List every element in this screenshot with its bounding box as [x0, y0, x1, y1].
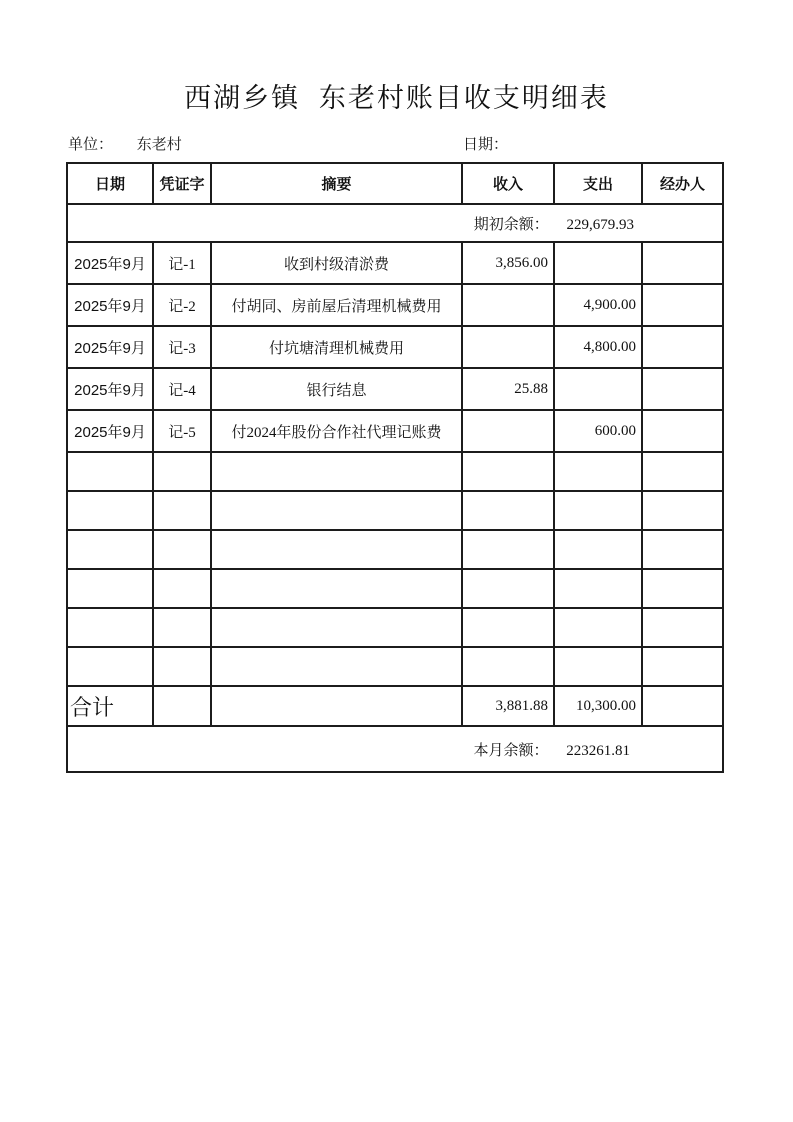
total-summary-cell: [211, 686, 462, 726]
cell-date: 2025年9月: [67, 326, 153, 368]
cell-expense: 4,900.00: [554, 284, 642, 326]
opening-balance-value: 229,679.93: [566, 216, 634, 233]
unit-label: 单位：: [68, 137, 114, 153]
cell-date: [67, 569, 153, 608]
cell-handler: [642, 491, 723, 530]
cell-expense: [554, 491, 642, 530]
cell-income: [462, 647, 554, 686]
cell-handler: [642, 608, 723, 647]
cell-handler: [642, 368, 723, 410]
cell-date: 2025年9月: [67, 284, 153, 326]
cell-date: [67, 491, 153, 530]
total-handler-cell: [642, 686, 723, 726]
cell-summary: 付2024年股份合作社代理记账费: [211, 410, 462, 452]
cell-handler: [642, 452, 723, 491]
opening-balance-cell: [67, 204, 723, 242]
cell-summary: [211, 569, 462, 608]
header-expense: 支出: [554, 163, 642, 204]
table-row: [67, 491, 723, 530]
cell-expense: 4,800.00: [554, 326, 642, 368]
cell-expense: [554, 242, 642, 284]
cell-date: 2025年9月: [67, 368, 153, 410]
cell-handler: [642, 530, 723, 569]
ledger-table: [66, 162, 724, 773]
cell-handler: [642, 326, 723, 368]
closing-balance-value: 223261.81: [566, 742, 630, 759]
cell-voucher: 记-3: [153, 326, 211, 368]
cell-income: 25.88: [462, 368, 554, 410]
cell-voucher: [153, 647, 211, 686]
cell-summary: 付坑塘清理机械费用: [211, 326, 462, 368]
cell-voucher: [153, 530, 211, 569]
cell-voucher: 记-5: [153, 410, 211, 452]
header-row: [67, 163, 723, 204]
cell-income: [462, 326, 554, 368]
cell-income: [462, 452, 554, 491]
table-row: [67, 326, 723, 368]
header-handler: 经办人: [642, 163, 723, 204]
cell-expense: [554, 530, 642, 569]
cell-handler: [642, 569, 723, 608]
cell-summary: [211, 530, 462, 569]
date-label: 日期：: [463, 137, 509, 153]
cell-date: [67, 647, 153, 686]
closing-balance-label: 本月余额：: [473, 742, 549, 759]
cell-date: 2025年9月: [67, 410, 153, 452]
total-expense: 10,300.00: [554, 686, 642, 726]
cell-income: [462, 284, 554, 326]
header-date: 日期: [67, 163, 153, 204]
cell-voucher: 记-4: [153, 368, 211, 410]
table-row: [67, 368, 723, 410]
table-row: [67, 569, 723, 608]
cell-summary: 付胡同、房前屋后清理机械费用: [211, 284, 462, 326]
table-row: [67, 647, 723, 686]
cell-income: [462, 410, 554, 452]
table-row: [67, 242, 723, 284]
cell-summary: [211, 647, 462, 686]
cell-expense: [554, 368, 642, 410]
cell-voucher: [153, 608, 211, 647]
cell-income: [462, 608, 554, 647]
total-row: [67, 686, 723, 726]
cell-summary: 银行结息: [211, 368, 462, 410]
table-row: [67, 410, 723, 452]
cell-summary: 收到村级清淤费: [211, 242, 462, 284]
cell-income: [462, 530, 554, 569]
cell-voucher: [153, 491, 211, 530]
cell-summary: [211, 608, 462, 647]
total-label: 合计: [67, 686, 153, 726]
cell-income: 3,856.00: [462, 242, 554, 284]
total-income: 3,881.88: [462, 686, 554, 726]
cell-voucher: 记-1: [153, 242, 211, 284]
cell-expense: 600.00: [554, 410, 642, 452]
table-row: [67, 530, 723, 569]
meta-row: [68, 133, 722, 155]
table-row: [67, 452, 723, 491]
page-title: 西湖乡镇 东老村账目收支明细表: [184, 83, 609, 113]
cell-voucher: [153, 452, 211, 491]
cell-income: [462, 569, 554, 608]
cell-income: [462, 491, 554, 530]
header-voucher: 凭证字: [153, 163, 211, 204]
cell-handler: [642, 410, 723, 452]
cell-date: [67, 608, 153, 647]
cell-summary: [211, 452, 462, 491]
total-voucher-cell: [153, 686, 211, 726]
cell-expense: [554, 569, 642, 608]
cell-date: 2025年9月: [67, 242, 153, 284]
cell-voucher: 记-2: [153, 284, 211, 326]
cell-voucher: [153, 569, 211, 608]
cell-expense: [554, 647, 642, 686]
cell-handler: [642, 242, 723, 284]
header-summary: 摘要: [211, 163, 462, 204]
closing-balance-row: [67, 726, 723, 772]
cell-date: [67, 452, 153, 491]
opening-balance-label: 期初余额：: [473, 216, 549, 233]
header-income: 收入: [462, 163, 554, 204]
cell-date: [67, 530, 153, 569]
cell-expense: [554, 608, 642, 647]
closing-balance-cell: [67, 726, 723, 772]
table-row: [67, 284, 723, 326]
unit-value: 东老村: [136, 137, 182, 153]
cell-handler: [642, 647, 723, 686]
cell-summary: [211, 491, 462, 530]
cell-handler: [642, 284, 723, 326]
cell-expense: [554, 452, 642, 491]
table-row: [67, 608, 723, 647]
opening-balance-row: [67, 204, 723, 242]
